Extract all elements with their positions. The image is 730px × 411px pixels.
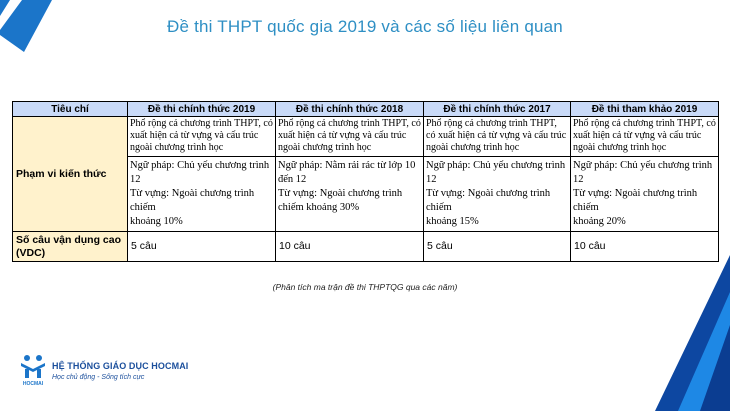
cell-scope-summary: Phổ rộng cả chương trình THPT, có xuất hiện cả từ vựng và cấu trúc ngoài chương trình học (276, 117, 423, 157)
exam-comparison-table (12, 101, 719, 262)
cell-vdc-2017: 5 câu (424, 232, 571, 262)
cell-vdc-2019: 5 câu (128, 232, 276, 262)
cell-scope-detail: Ngữ pháp: Chủ yếu chương trình 12 Từ vựng: Ngoài chương trình chiếm khoảng 15% (426, 160, 566, 227)
table-caption: (Phân tích ma trận đề thi THPTQG qua các năm) (272, 282, 458, 292)
logo-text: HOCMAI (22, 381, 44, 386)
cell-scope-2018 (276, 117, 424, 232)
brand-slogan: Học chủ động - Sống tích cực (52, 374, 145, 381)
header-official-2019: Đề thi chính thức 2019 (128, 102, 276, 117)
row-label-knowledge-scope: Phạm vi kiến thức (13, 117, 128, 232)
header-criteria: Tiêu chí (13, 102, 128, 117)
cell-vdc-2018: 10 câu (276, 232, 424, 262)
cell-scope-2019 (128, 117, 276, 232)
table-header-row (13, 102, 719, 117)
cell-scope-summary: Phổ rộng cả chương trình THPT, có xuất hiện cả từ vựng và cấu trúc ngoài chương trình học (571, 117, 718, 157)
cell-scope-detail: Ngữ pháp: Chủ yếu chương trình 12 Từ vựng: Ngoài chương trình chiếm khoảng 10% (130, 160, 270, 227)
cell-scope-reference-2019 (571, 117, 719, 232)
header-official-2017: Đề thi chính thức 2017 (424, 102, 571, 117)
cell-scope-summary: Phổ rộng cả chương trình THPT, có xuất hiện cả từ vựng và cấu trúc ngoài chương trình học (128, 117, 275, 157)
header-reference-2019: Đề thi tham khảo 2019 (571, 102, 719, 117)
slide-title: Đề thi THPT quốc gia 2019 và các số liệu liên quan (167, 17, 563, 36)
cell-scope-detail: Ngữ pháp: Chủ yếu chương trình 12 Từ vựng: Ngoài chương trình chiếm khoảng 20% (573, 160, 713, 227)
cell-scope-summary: Phổ rộng cả chương trình THPT, có xuất hiện cả từ vựng và cấu trúc ngoài chương trình học (424, 117, 570, 157)
table-row-knowledge-scope (13, 117, 719, 232)
table-row-vdc-count (13, 232, 719, 262)
row-label-vdc-count: Số câu vận dụng cao (VDC) (13, 232, 128, 262)
cell-scope-detail: Ngữ pháp: Nằm rải rác từ lớp 10 đến 12 Từ vựng: Ngoài chương trình chiếm khoảng 30% (278, 160, 416, 213)
cell-scope-2017 (424, 117, 571, 232)
hocmai-logo-icon (18, 354, 48, 386)
brand-name: HỆ THỐNG GIÁO DỤC HOCMAI (52, 361, 189, 371)
header-official-2018: Đề thi chính thức 2018 (276, 102, 424, 117)
cell-vdc-reference-2019: 10 câu (571, 232, 719, 262)
